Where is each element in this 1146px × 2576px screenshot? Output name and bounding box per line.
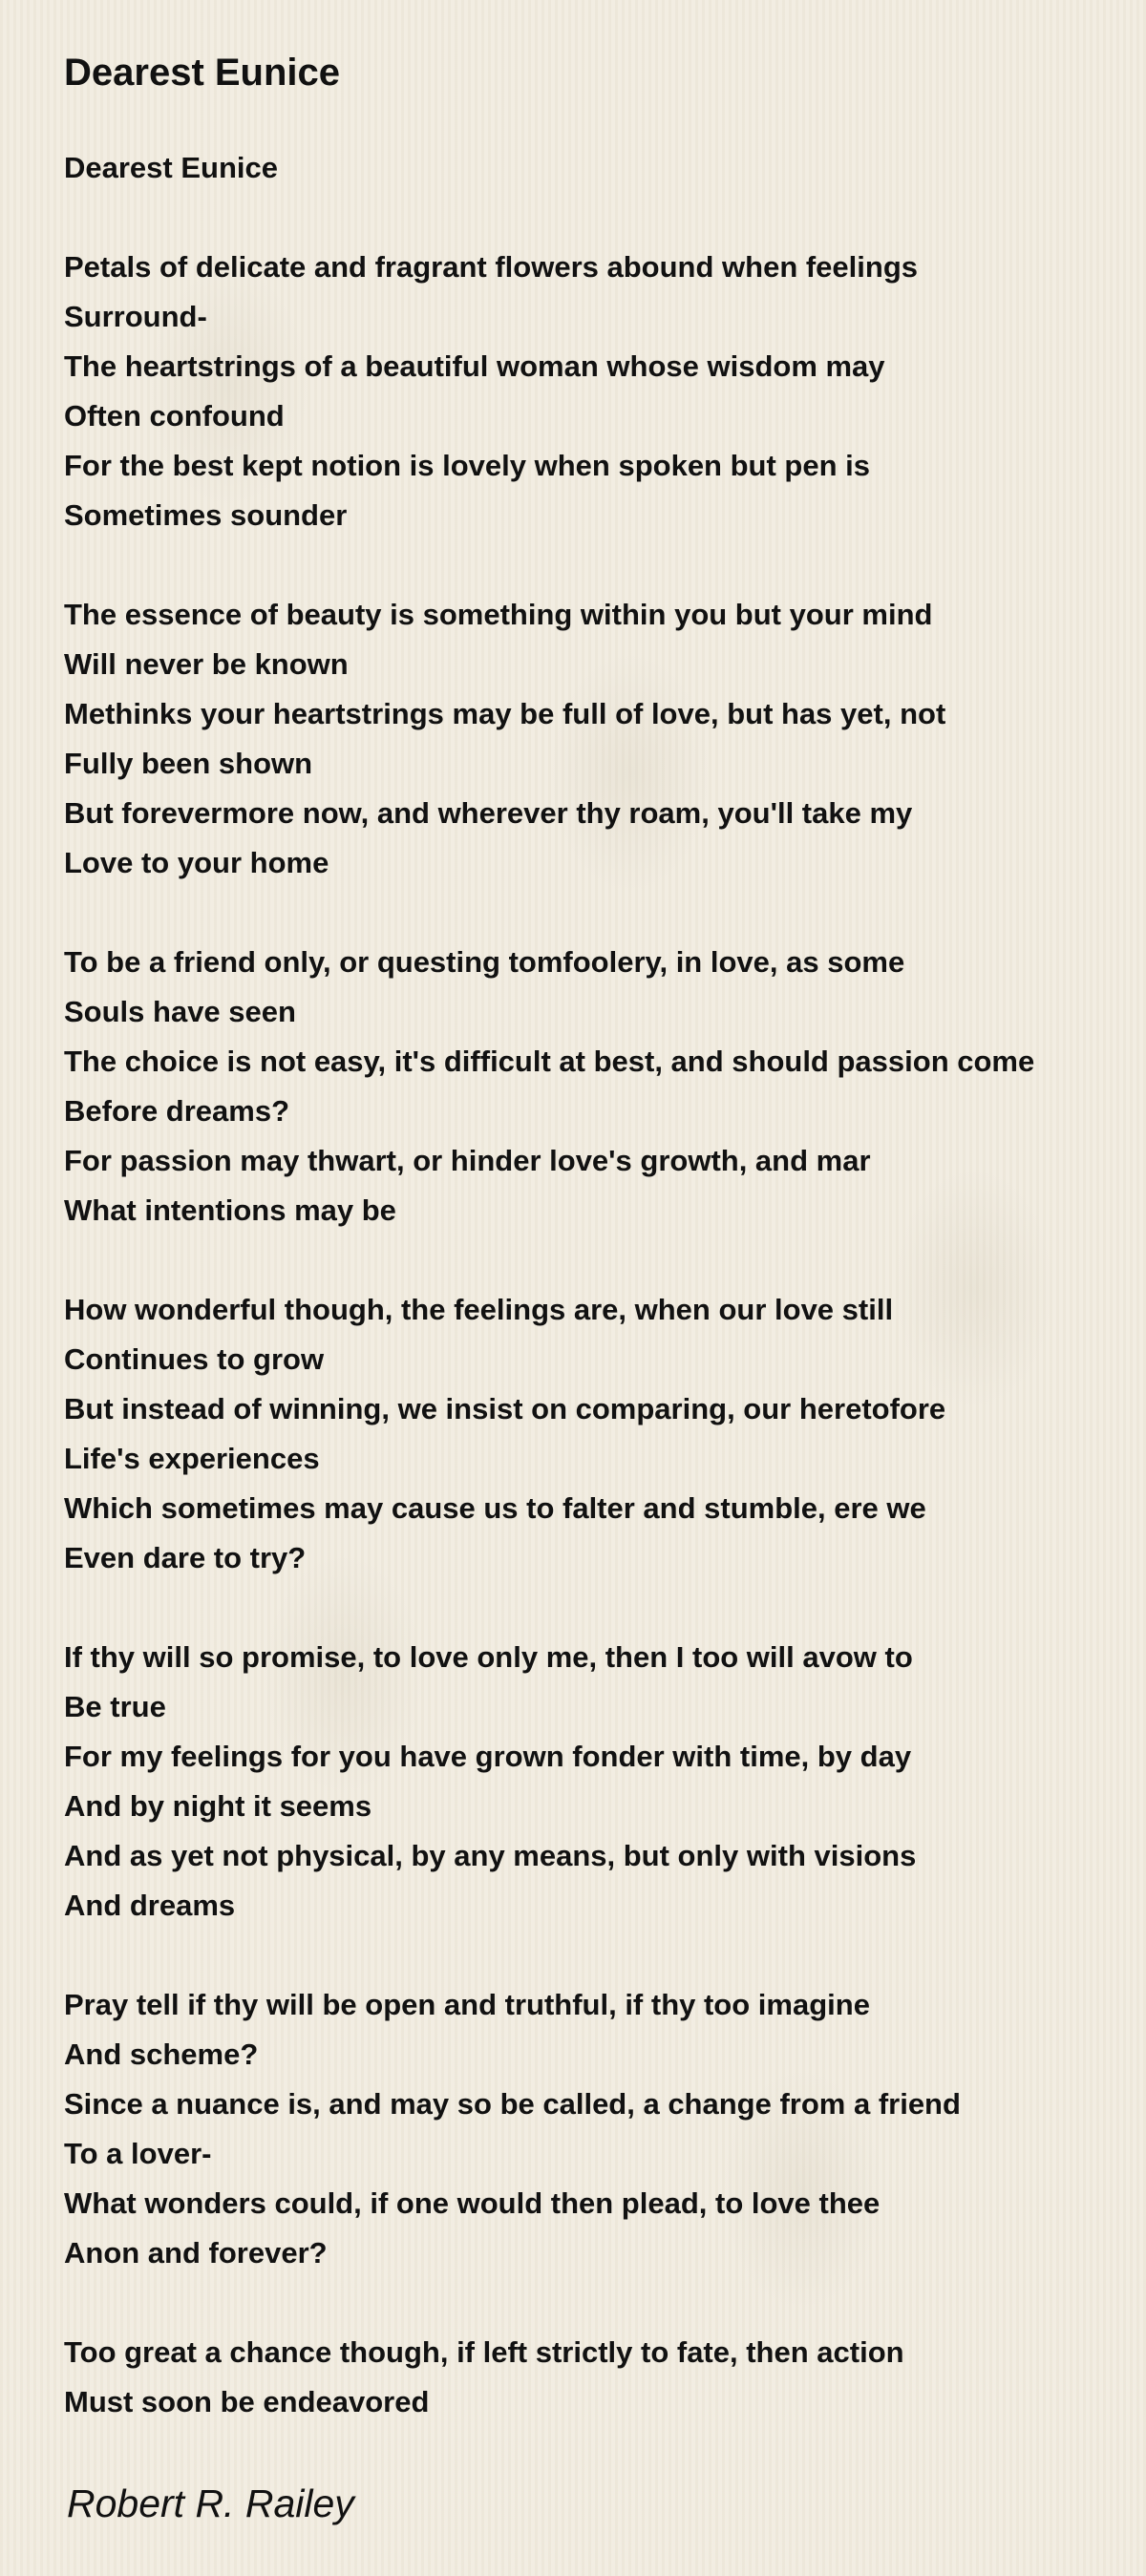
poem-line: Fully been shown xyxy=(64,747,313,780)
poem-line: To be a friend only, or questing tomfoolery, in love, as some xyxy=(64,945,905,979)
poem-line: Love to your home xyxy=(64,846,329,879)
page-title: Dearest Eunice xyxy=(64,52,341,94)
poem-line: Will never be known xyxy=(64,647,349,681)
poem-line: But forevermore now, and wherever thy roam, you'll take my xyxy=(64,796,913,830)
poem-line: Often confound xyxy=(64,399,285,433)
poem-title-line: Dearest Eunice xyxy=(64,151,278,184)
poem-line: And as yet not physical, by any means, but only with visions xyxy=(64,1839,917,1872)
poem-line: What wonders could, if one would then plead, to love thee xyxy=(64,2186,881,2220)
poem-line: Surround- xyxy=(64,300,207,333)
poem-line: And by night it seems xyxy=(64,1789,372,1823)
poem-line: Souls have seen xyxy=(64,995,296,1028)
poem-line: The heartstrings of a beautiful woman whose wisdom may xyxy=(64,349,885,383)
stanza-break xyxy=(64,1235,1124,1285)
stanza-break xyxy=(64,2278,1124,2328)
poem-line: Sometimes sounder xyxy=(64,498,348,532)
author-signature: Robert R. Railey xyxy=(67,2481,354,2525)
poem-line: Before dreams? xyxy=(64,1094,290,1128)
poem-line: For my feelings for you have grown fonder with time, by day xyxy=(64,1740,912,1773)
poem-line: Too great a chance though, if left strictly to fate, then action xyxy=(64,2335,904,2369)
poem-line: For passion may thwart, or hinder love's growth, and mar xyxy=(64,1144,871,1177)
poem-line: Even dare to try? xyxy=(64,1541,307,1574)
stanza-break xyxy=(64,888,1124,938)
poem-line: Life's experiences xyxy=(64,1442,320,1475)
poem-line: Be true xyxy=(64,1690,166,1723)
poem-line: But instead of winning, we insist on comparing, our heretofore xyxy=(64,1392,946,1425)
poem-line: If thy will so promise, to love only me, then I too will avow to xyxy=(64,1640,913,1674)
poem-line: Anon and forever? xyxy=(64,2236,328,2270)
poem-line: How wonderful though, the feelings are, when our love still xyxy=(64,1293,894,1326)
stanza-break xyxy=(64,540,1124,590)
poem-line: The choice is not easy, it's difficult at best, and should passion come xyxy=(64,1045,1035,1078)
poem-line: And scheme? xyxy=(64,2038,259,2071)
poem-line: Continues to grow xyxy=(64,1342,325,1376)
stanza-break xyxy=(64,1931,1124,1980)
poem-line: Must soon be endeavored xyxy=(64,2385,430,2418)
poem-line: For the best kept notion is lovely when spoken but pen is xyxy=(64,449,870,482)
poem-line: What intentions may be xyxy=(64,1193,396,1227)
poem-body xyxy=(64,143,1124,2427)
poem-line: Since a nuance is, and may so be called, a change from a friend xyxy=(64,2087,961,2121)
poem-line: Petals of delicate and fragrant flowers abound when feelings xyxy=(64,250,919,284)
stanza-break xyxy=(64,1583,1124,1633)
poem-line: Methinks your heartstrings may be full of love, but has yet, not xyxy=(64,697,946,730)
poem-line: To a lover- xyxy=(64,2137,212,2170)
stanza-break xyxy=(64,193,1124,243)
poem-line: And dreams xyxy=(64,1889,236,1922)
poem-line: The essence of beauty is something within you but your mind xyxy=(64,598,933,631)
poem-line: Which sometimes may cause us to falter and stumble, ere we xyxy=(64,1491,926,1525)
poem-line: Pray tell if thy will be open and truthful, if thy too imagine xyxy=(64,1988,870,2021)
